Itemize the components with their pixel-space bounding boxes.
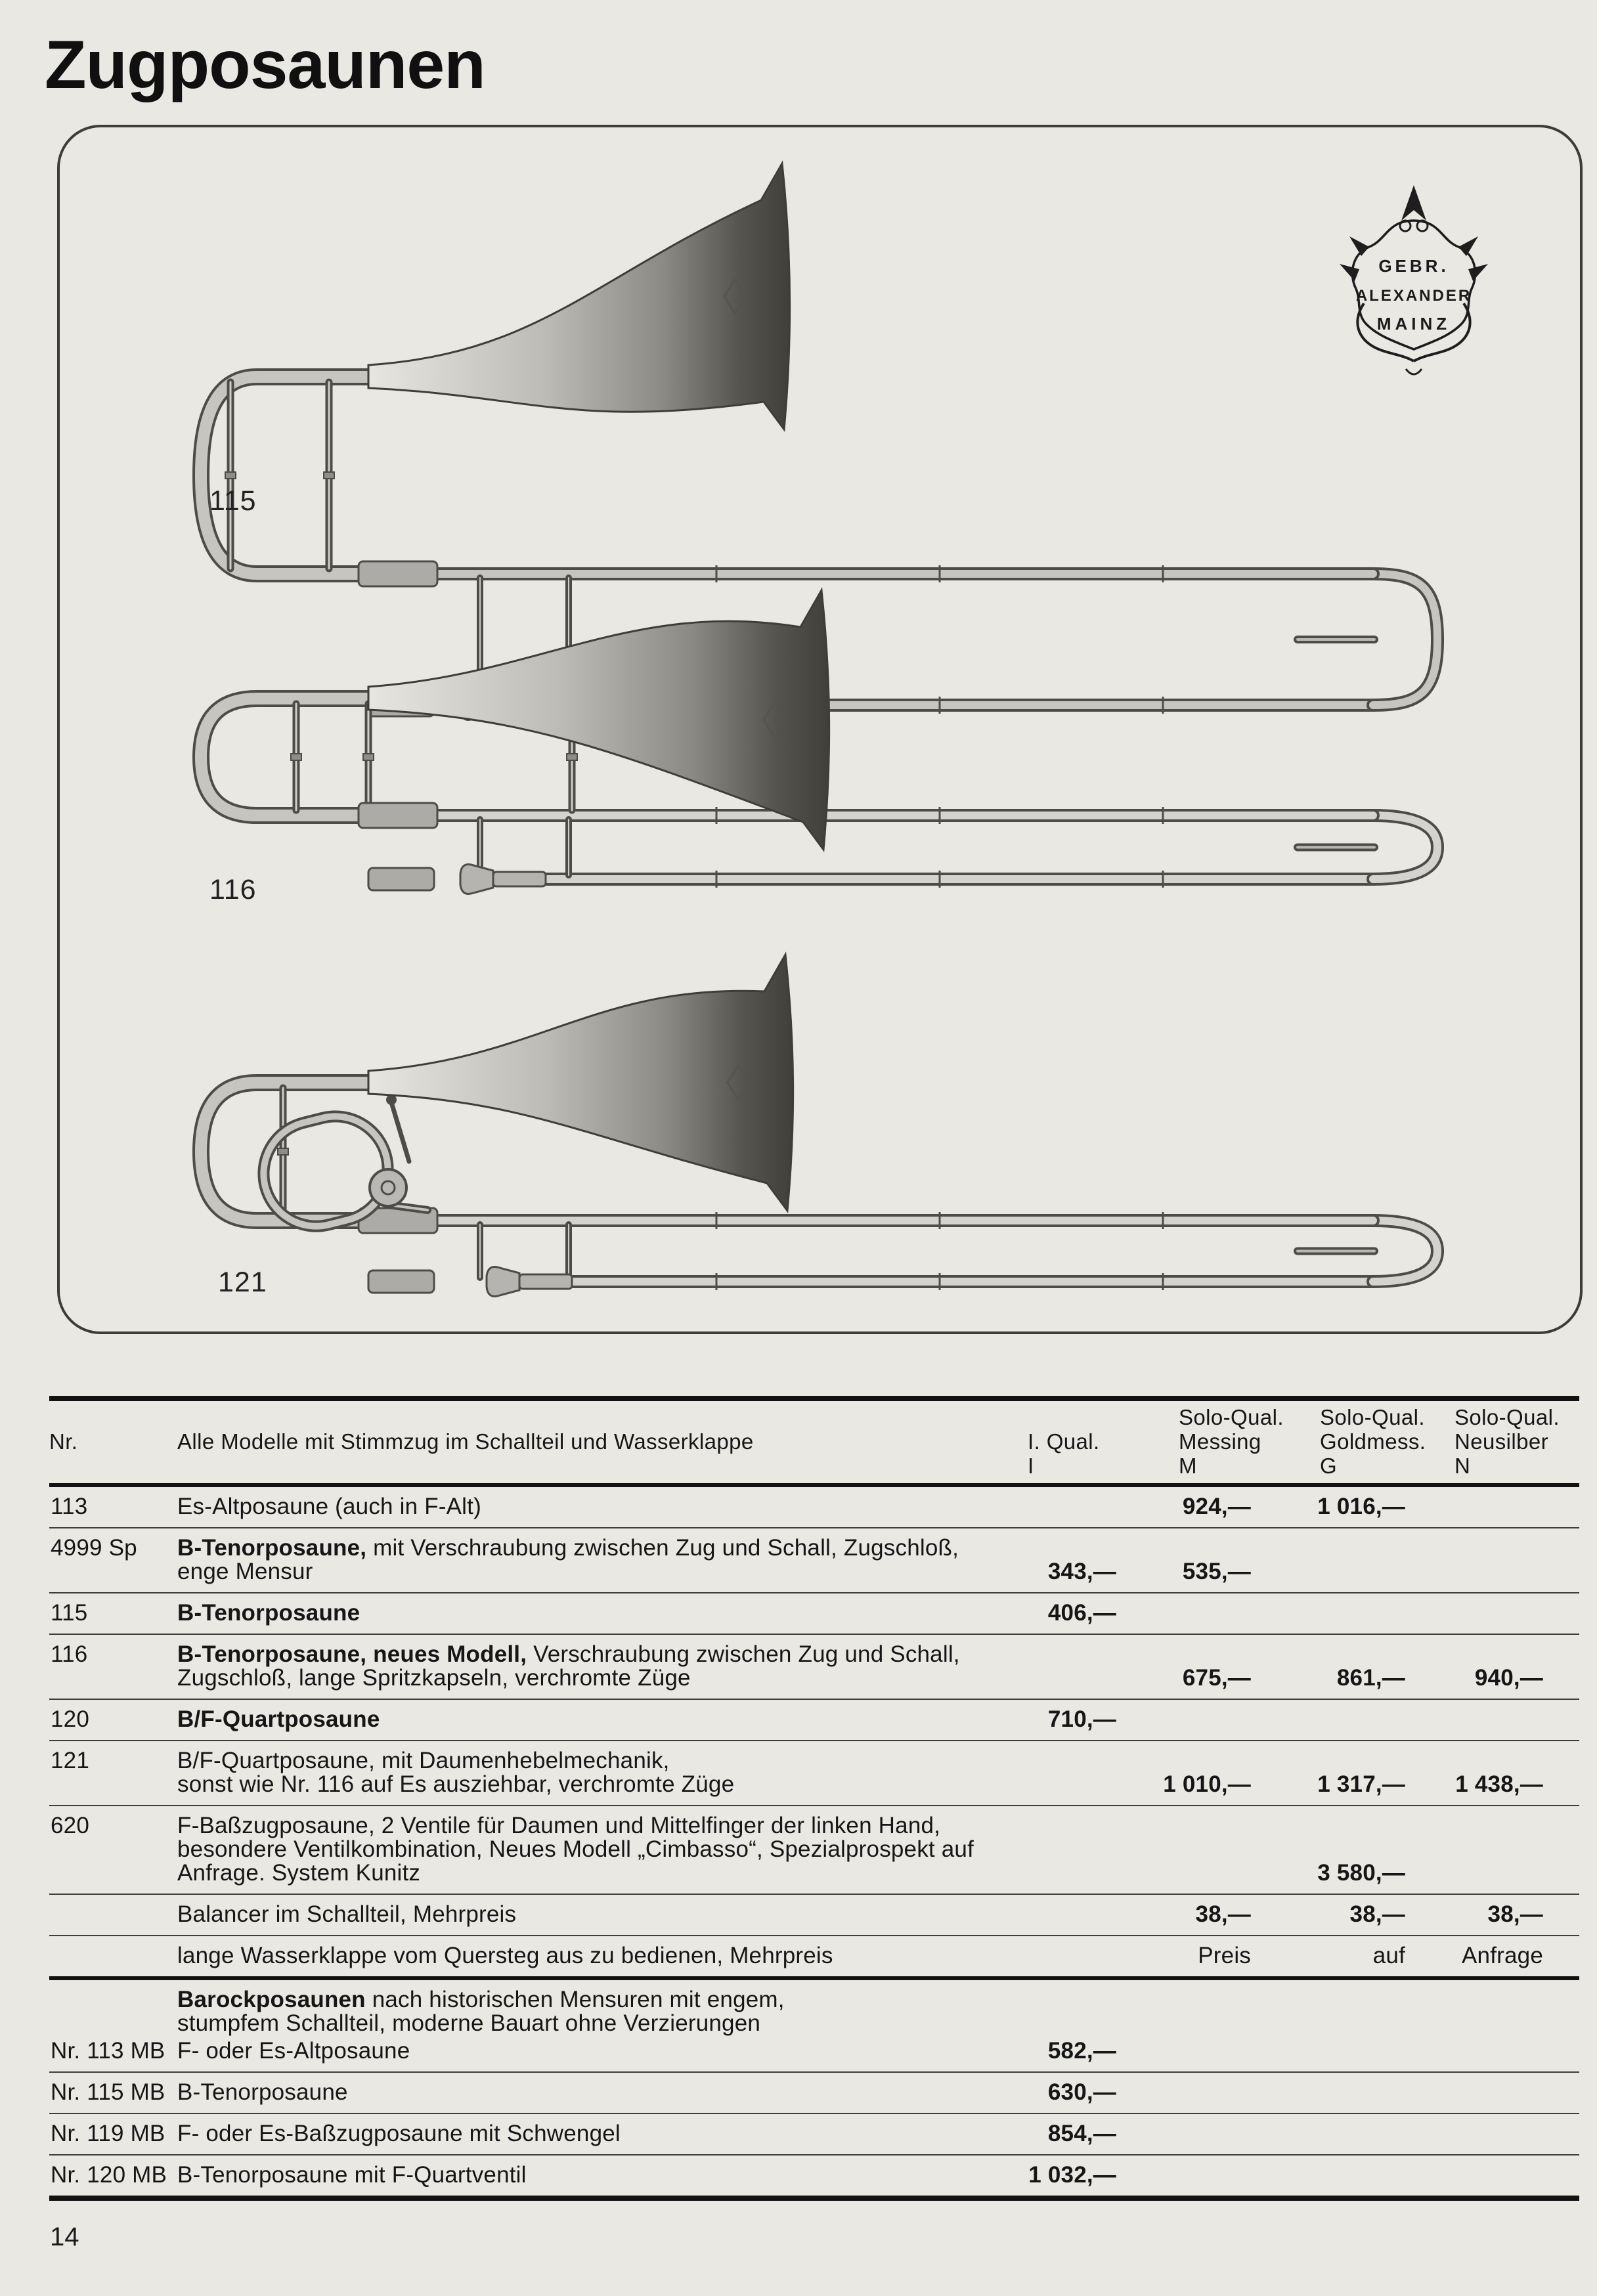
price-n: 1 438,—	[1455, 1771, 1543, 1797]
price-g: 1 317,—	[1317, 1771, 1405, 1797]
logo-text-gebr: GEBR.	[1378, 256, 1449, 276]
header-line: M	[1179, 1454, 1197, 1478]
price-m: 38,—	[1195, 1901, 1251, 1927]
logo-top-spike	[1401, 185, 1426, 221]
price-m: 675,—	[1182, 1665, 1251, 1691]
header-line	[177, 1405, 1011, 1429]
description-text: stumpfem Schallteil, moderne Bauart ohne Verzierungen	[177, 2010, 761, 2036]
description-line	[177, 2012, 1011, 2035]
description-text: Balancer im Schallteil, Mehrpreis	[177, 1901, 517, 1927]
price-m: 1 010,—	[1163, 1771, 1251, 1797]
price-m: Preis	[1198, 1943, 1251, 1968]
row-description	[177, 1536, 1011, 1584]
price-i: 406,—	[1047, 1600, 1116, 1626]
price-i: 630,—	[1047, 2079, 1116, 2105]
price-i: 582,—	[1047, 2038, 1116, 2064]
header-line: Nr.	[49, 1429, 78, 1454]
header-line: Solo-Qual.	[1455, 1405, 1560, 1429]
description-text: enge Mensur	[177, 1559, 313, 1584]
description-text: mit Verschraubung zwischen Zug und Schall, Zugschloß,	[366, 1535, 959, 1561]
row-description	[177, 1495, 1011, 1519]
table-header	[49, 1401, 1579, 1487]
description-line	[177, 1708, 1011, 1731]
row-description	[177, 1944, 1011, 1968]
price-i: 1 032,—	[1028, 2162, 1116, 2188]
row-description	[177, 1708, 1011, 1731]
row-number: Nr. 119 MB	[51, 2121, 165, 2146]
header-line	[1011, 1405, 1129, 1429]
column-header-g	[1271, 1405, 1426, 1478]
description-bold-text: B/F-Quartposaune	[177, 1706, 380, 1732]
row-description	[177, 2163, 1011, 2187]
row-description	[177, 1601, 1011, 1625]
description-text: F-Baßzugposaune, 2 Ventile für Daumen und Mittelfinger der linken Hand,	[177, 1813, 941, 1838]
description-line	[177, 2122, 1011, 2146]
row-number	[49, 1988, 177, 2035]
row-number: 620	[51, 1813, 89, 1838]
description-line	[177, 1861, 1011, 1885]
figure-label-116: 116	[209, 874, 257, 905]
description-text: F- oder Es-Altposaune	[177, 2038, 410, 2064]
row-number: Nr. 120 MB	[51, 2162, 167, 2188]
gebr-alexander-mainz-logo	[1340, 185, 1488, 374]
table-row	[49, 1740, 1579, 1805]
price-g: 38,—	[1349, 1901, 1405, 1927]
row-number: Nr. 113 MB	[51, 2038, 165, 2064]
description-line	[177, 1773, 1011, 1796]
row-description	[177, 1643, 1011, 1690]
header-line: N	[1455, 1454, 1471, 1478]
row-description	[177, 2122, 1011, 2146]
row-number	[49, 1944, 177, 1968]
trombone-116-illustration	[201, 590, 1437, 894]
header-line: Alle Modelle mit Stimmzug im Schallteil und Wasserklappe	[177, 1429, 754, 1454]
column-header-nr	[49, 1405, 177, 1478]
description-line	[177, 1560, 1011, 1584]
row-number: 120	[51, 1706, 89, 1732]
header-line: G	[1320, 1454, 1338, 1478]
row-description	[177, 2081, 1011, 2104]
row-number: 116	[51, 1641, 88, 1667]
description-text: Es-Altposaune (auch in F-Alt)	[177, 1494, 481, 1519]
price-i: 710,—	[1047, 1706, 1116, 1732]
header-line: Solo-Qual.	[1179, 1405, 1284, 1429]
description-line	[177, 2039, 1011, 2063]
header-line: I. Qual.	[1028, 1429, 1100, 1454]
description-line	[177, 1536, 1011, 1560]
trombone-121-illustration	[201, 955, 1437, 1296]
price-g: 3 580,—	[1317, 1860, 1405, 1886]
trombone-illustrations	[60, 127, 1580, 1332]
bell-flare	[368, 955, 793, 1211]
description-line	[177, 1838, 1011, 1861]
table-row	[49, 1487, 1579, 1527]
table-row	[49, 2037, 1579, 2071]
price-table	[49, 1396, 1579, 2201]
header-line: Neusilber	[1455, 1429, 1548, 1454]
description-text: nach historischen Mensuren mit engem,	[365, 1987, 785, 2012]
row-description	[177, 1903, 1011, 1926]
description-text: F- oder Es-Baßzugposaune mit Schwengel	[177, 2121, 621, 2146]
logo-text-alexander: ALEXANDER	[1355, 287, 1472, 305]
description-text: Anfrage. System Kunitz	[177, 1860, 421, 1886]
row-description	[177, 2039, 1011, 2063]
description-line	[177, 2081, 1011, 2104]
description-text: B-Tenorposaune	[177, 2079, 348, 2105]
description-text: sonst wie Nr. 116 auf Es ausziehbar, verchromte Züge	[177, 1771, 735, 1797]
page-number: 14	[50, 2222, 79, 2251]
price-i: 854,—	[1047, 2121, 1116, 2146]
price-m: 924,—	[1182, 1494, 1251, 1519]
instrument-figure-panel	[57, 125, 1583, 1334]
logo-spike	[1340, 264, 1359, 281]
price-n: 38,—	[1487, 1901, 1543, 1927]
description-bold-text: Barockposaunen	[177, 1987, 366, 2012]
price-m: 535,—	[1182, 1559, 1251, 1584]
table-row	[49, 1699, 1579, 1740]
row-number: 4999 Sp	[51, 1535, 137, 1561]
row-number: 121	[51, 1748, 89, 1773]
price-n: Anfrage	[1462, 1943, 1543, 1968]
table-row	[49, 1634, 1579, 1699]
table-row	[49, 1894, 1579, 1935]
description-text: lange Wasserklappe vom Quersteg aus zu bedienen, Mehrpreis	[177, 1943, 833, 1968]
description-line	[177, 1601, 1011, 1625]
table-row	[49, 1592, 1579, 1634]
logo-spike	[1468, 264, 1488, 281]
description-line	[177, 1749, 1011, 1773]
table-row	[49, 2113, 1579, 2154]
header-line	[49, 1405, 177, 1429]
price-i: 343,—	[1047, 1559, 1116, 1584]
row-number: 113	[51, 1494, 88, 1519]
description-line	[177, 1643, 1011, 1666]
description-line	[177, 1944, 1011, 1968]
description-bold-text: B-Tenorposaune	[177, 1600, 361, 1626]
description-bold-text: B-Tenorposaune,	[177, 1535, 367, 1561]
row-number	[49, 1903, 177, 1926]
description-text: Verschraubung zwischen Zug und Schall,	[527, 1641, 960, 1667]
description-line	[177, 2163, 1011, 2187]
row-description	[177, 1988, 1011, 2035]
table-row	[49, 1935, 1579, 1976]
description-line	[177, 1988, 1011, 2012]
header-line: Solo-Qual.	[1320, 1405, 1425, 1429]
row-number: Nr. 115 MB	[51, 2079, 165, 2105]
header-line: Messing	[1179, 1429, 1261, 1454]
description-text: Zugschloß, lange Spritzkapseln, verchromte Züge	[177, 1665, 691, 1691]
price-g: 861,—	[1336, 1665, 1405, 1691]
description-text: B/F-Quartposaune, mit Daumenhebelmechanik,	[177, 1748, 670, 1773]
bell-flare	[368, 163, 790, 429]
header-line: Goldmess.	[1320, 1429, 1426, 1454]
header-line	[177, 1454, 1011, 1478]
description-line	[177, 1666, 1011, 1690]
row-number: 115	[51, 1600, 88, 1626]
logo-text-mainz: MAINZ	[1376, 314, 1451, 334]
description-line	[177, 1814, 1011, 1838]
price-g: 1 016,—	[1317, 1494, 1405, 1519]
table-row	[49, 2154, 1579, 2196]
header-line: I	[1028, 1454, 1034, 1478]
description-text: besondere Ventilkombination, Neues Modell „Cimbasso“, Spezialprospekt auf	[177, 1836, 974, 1862]
logo-tassel	[1406, 369, 1422, 374]
description-line	[177, 1495, 1011, 1519]
figure-label-115: 115	[209, 485, 257, 517]
price-g: auf	[1372, 1943, 1405, 1968]
figure-label-121: 121	[218, 1267, 267, 1298]
description-bold-text: B-Tenorposaune, neues Modell,	[177, 1641, 527, 1667]
page-title: Zugposaunen	[45, 27, 485, 103]
description-line	[177, 1903, 1011, 1926]
table-row	[49, 1976, 1579, 2037]
column-header-i	[1011, 1405, 1129, 1478]
row-description	[177, 1814, 1011, 1885]
table-row	[49, 1805, 1579, 1894]
table-row	[49, 1527, 1579, 1592]
column-header-description	[177, 1405, 1011, 1478]
price-n: 940,—	[1474, 1665, 1543, 1691]
description-text: B-Tenorposaune mit F-Quartventil	[177, 2162, 527, 2188]
column-header-n	[1422, 1405, 1579, 1478]
row-description	[177, 1749, 1011, 1796]
table-row	[49, 2071, 1579, 2113]
column-header-m	[1129, 1405, 1284, 1478]
header-line	[49, 1454, 177, 1478]
